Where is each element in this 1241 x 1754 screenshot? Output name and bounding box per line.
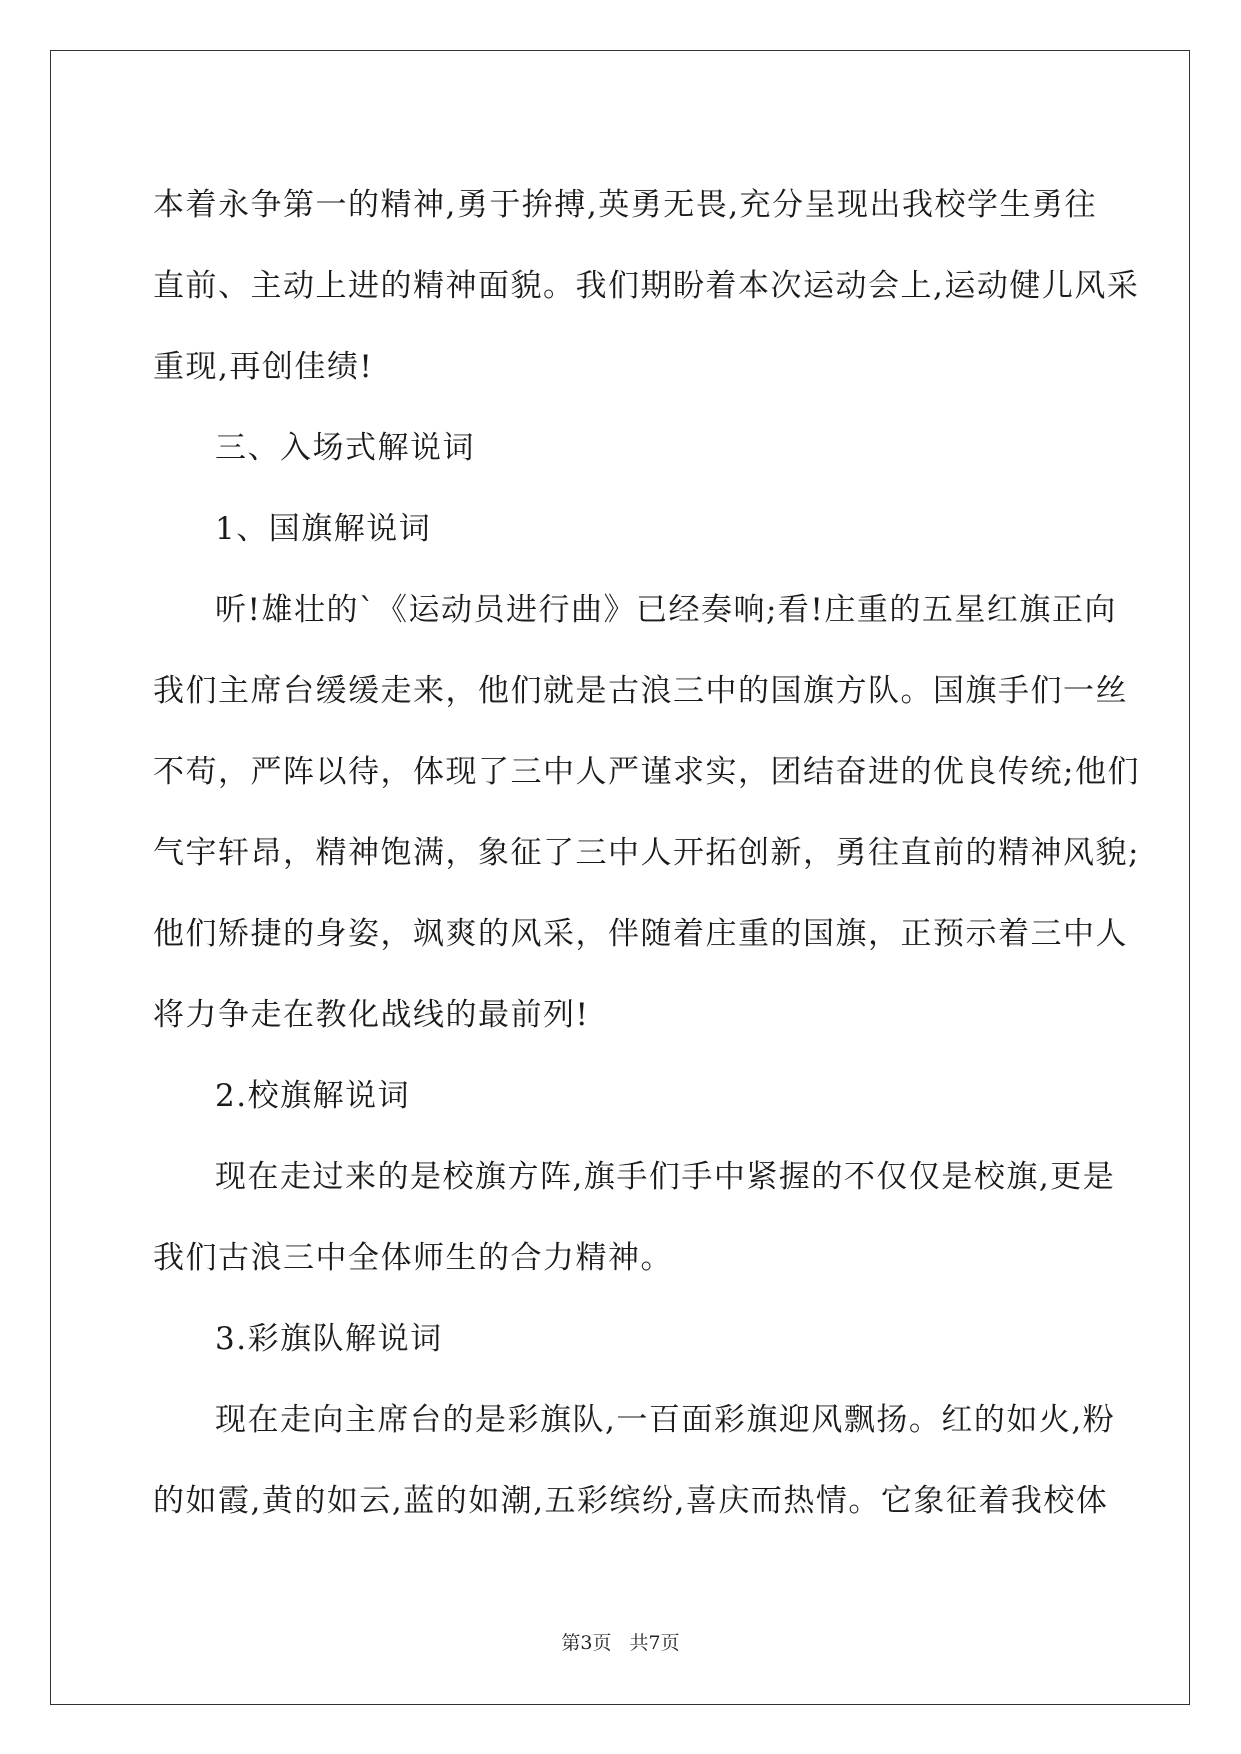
body-line: 我们主席台缓缓走来，他们就是古浪三中的国旗方队。国旗手们一丝 <box>153 673 1128 709</box>
body-line: 的如霞,黄的如云,蓝的如潮,五彩缤纷,喜庆而热情。它象征着我校体 <box>153 1483 1109 1519</box>
page-footer <box>0 1628 1241 1655</box>
document-body <box>153 165 1140 1542</box>
body-line: 听!雄壮的`《运动员进行曲》已经奏响;看!庄重的五星红旗正向 <box>215 592 1117 628</box>
section-heading: 三、入场式解说词 <box>215 430 475 466</box>
body-line: 他们矫捷的身姿，飒爽的风采，伴随着庄重的国旗，正预示着三中人 <box>153 916 1128 952</box>
body-line: 不苟，严阵以待，体现了三中人严谨求实，团结奋进的优良传统;他们 <box>153 754 1140 790</box>
subsection-heading: 2.校旗解说词 <box>215 1078 411 1114</box>
subsection-heading: 1、国旗解说词 <box>215 511 432 547</box>
body-line: 将力争走在教化战线的最前列! <box>153 997 590 1033</box>
page-number-total: 共7页 <box>629 1632 680 1654</box>
body-line: 我们古浪三中全体师生的合力精神。 <box>153 1240 673 1276</box>
body-line: 现在走过来的是校旗方阵,旗手们手中紧握的不仅仅是校旗,更是 <box>215 1159 1116 1195</box>
subsection-heading: 3.彩旗队解说词 <box>215 1321 443 1357</box>
body-line: 直前、主动上进的精神面貌。我们期盼着本次运动会上,运动健儿风采 <box>153 268 1140 304</box>
body-line: 重现,再创佳绩! <box>153 349 374 385</box>
body-line: 气宇轩昂，精神饱满，象征了三中人开拓创新，勇往直前的精神风貌; <box>153 835 1140 871</box>
body-line: 现在走向主席台的是彩旗队,一百面彩旗迎风飘扬。红的如火,粉 <box>215 1402 1116 1438</box>
page-number-current: 第3页 <box>561 1632 612 1654</box>
body-line: 本着永争第一的精神,勇于拚搏,英勇无畏,充分呈现出我校学生勇往 <box>153 187 1098 223</box>
